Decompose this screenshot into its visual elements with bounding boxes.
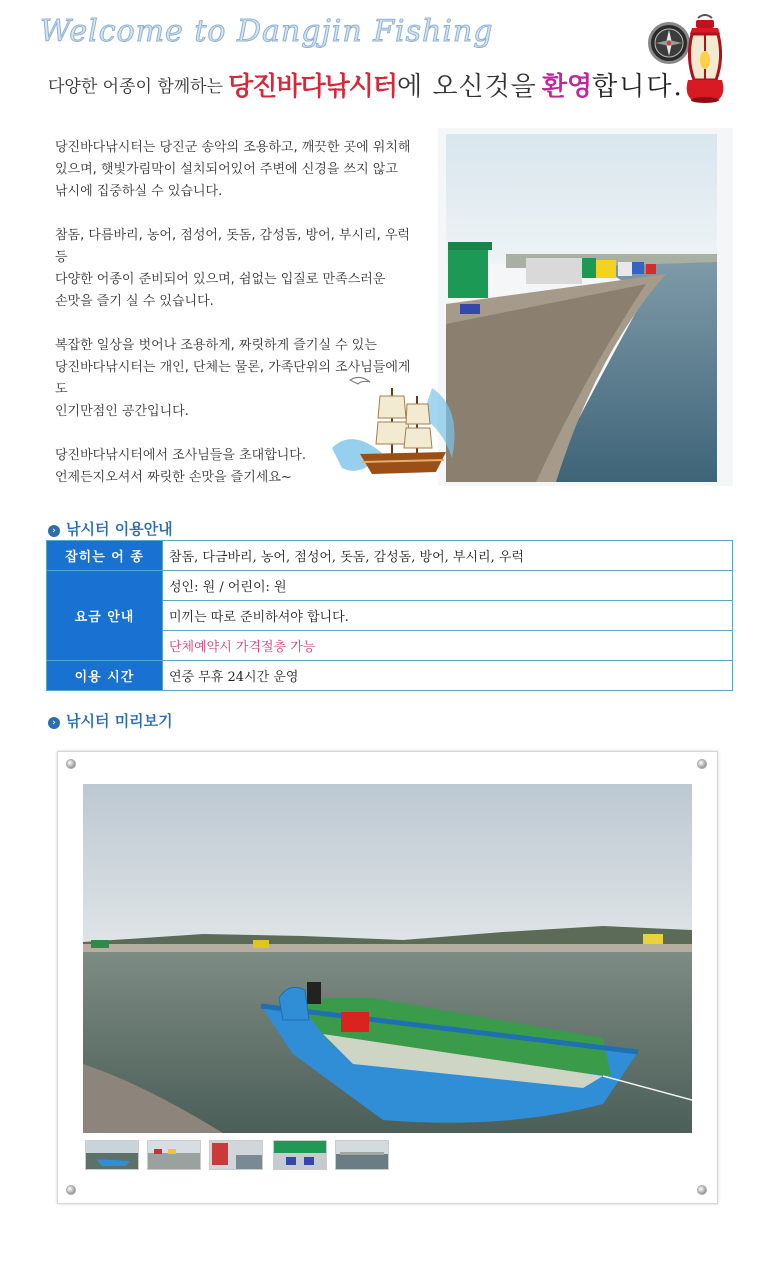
pin-icon: [66, 759, 76, 769]
pin-icon: [697, 759, 707, 769]
intro-line: 낚시에 집중하실 수 있습니다.: [55, 184, 223, 199]
fishing-info-table: [46, 540, 733, 691]
chevron-right-icon: ›: [48, 525, 60, 537]
table-row: [47, 541, 733, 571]
intro-line: 있으며, 햇빛가림막이 설치되어있어 주변에 신경을 쓰지 않고: [55, 162, 398, 177]
group-discount-note: 단체예약시 가격절충 가능: [163, 631, 733, 661]
subtitle-suffix: 합니다.: [592, 72, 684, 102]
fee-header: 요금 안내: [47, 571, 163, 661]
fish-species-header: 잡히는 어 종: [47, 541, 163, 571]
gallery-main-photo: [83, 784, 692, 1133]
lantern-icon: [682, 14, 728, 104]
intro-line: 당진바다낚시터에서 조사님들을 초대합니다.: [55, 448, 306, 463]
gallery-thumbnail-3[interactable]: [209, 1140, 263, 1170]
intro-line: 참돔, 다름바리, 농어, 점성어, 돗돔, 감성돔, 방어, 부시리, 우럭 등: [55, 228, 410, 265]
gallery-thumbnail-5[interactable]: [335, 1140, 389, 1170]
gallery-thumbnail-2[interactable]: [147, 1140, 201, 1170]
intro-line: 복잡한 일상을 벗어나 조용하게, 짜릿하게 즐기실 수 있는: [55, 338, 377, 353]
sailing-ship-icon: [322, 368, 472, 486]
subtitle-prefix: 다양한 어종이 함께하는: [48, 77, 224, 97]
welcome-subtitle: [48, 66, 684, 103]
welcome-title: Welcome to Dangjin Fishing: [40, 14, 494, 49]
intro-line: 언제든지오셔서 짜릿한 손맛을 즐기세요~: [55, 470, 292, 485]
bait-note: 미끼는 따로 준비하셔야 합니다.: [163, 601, 733, 631]
subtitle-welcome: 환영: [541, 72, 593, 102]
table-row: [47, 661, 733, 691]
hours-header: 이용 시간: [47, 661, 163, 691]
intro-line: 손맛을 즐기 실 수 있습니다.: [55, 294, 214, 309]
preview-section-title: [48, 710, 173, 731]
fee-value: 성인: 원 / 어린이: 원: [163, 571, 733, 601]
intro-line: 다양한 어종이 준비되어 있으며, 쉼없는 입질로 만족스러운: [55, 272, 386, 287]
table-row: [47, 571, 733, 601]
preview-section-title-text: 낚시터 미리보기: [66, 712, 173, 730]
intro-paragraph: [55, 137, 415, 203]
chevron-right-icon: ›: [48, 717, 60, 729]
hours-value: 연중 무휴 24시간 운영: [163, 661, 733, 691]
gallery-thumbnail-4[interactable]: [273, 1140, 327, 1170]
subtitle-middle: 에 오신것을: [396, 72, 537, 102]
intro-line: 당진바다낚시터는 당진군 송악의 조용하고, 깨끗한 곳에 위치해: [55, 140, 411, 155]
info-section-title: [48, 518, 173, 539]
pier-photo: [446, 134, 717, 482]
intro-line: 인기만점인 공간입니다.: [55, 404, 189, 419]
subtitle-brand: 당진바다낚시터: [228, 72, 397, 102]
intro-paragraph: [55, 225, 415, 313]
info-section-title-text: 낚시터 이용안내: [66, 520, 173, 538]
fish-species-value: 참돔, 다금바리, 농어, 점성어, 돗돔, 감성돔, 방어, 부시리, 우럭: [163, 541, 733, 571]
pin-icon: [66, 1185, 76, 1195]
gallery-thumbnail-1[interactable]: [85, 1140, 139, 1170]
pin-icon: [697, 1185, 707, 1195]
intro-line: 당진바다낚시터는 개인, 단체는 물론, 가족단위의 조사님들에게도: [55, 360, 411, 397]
